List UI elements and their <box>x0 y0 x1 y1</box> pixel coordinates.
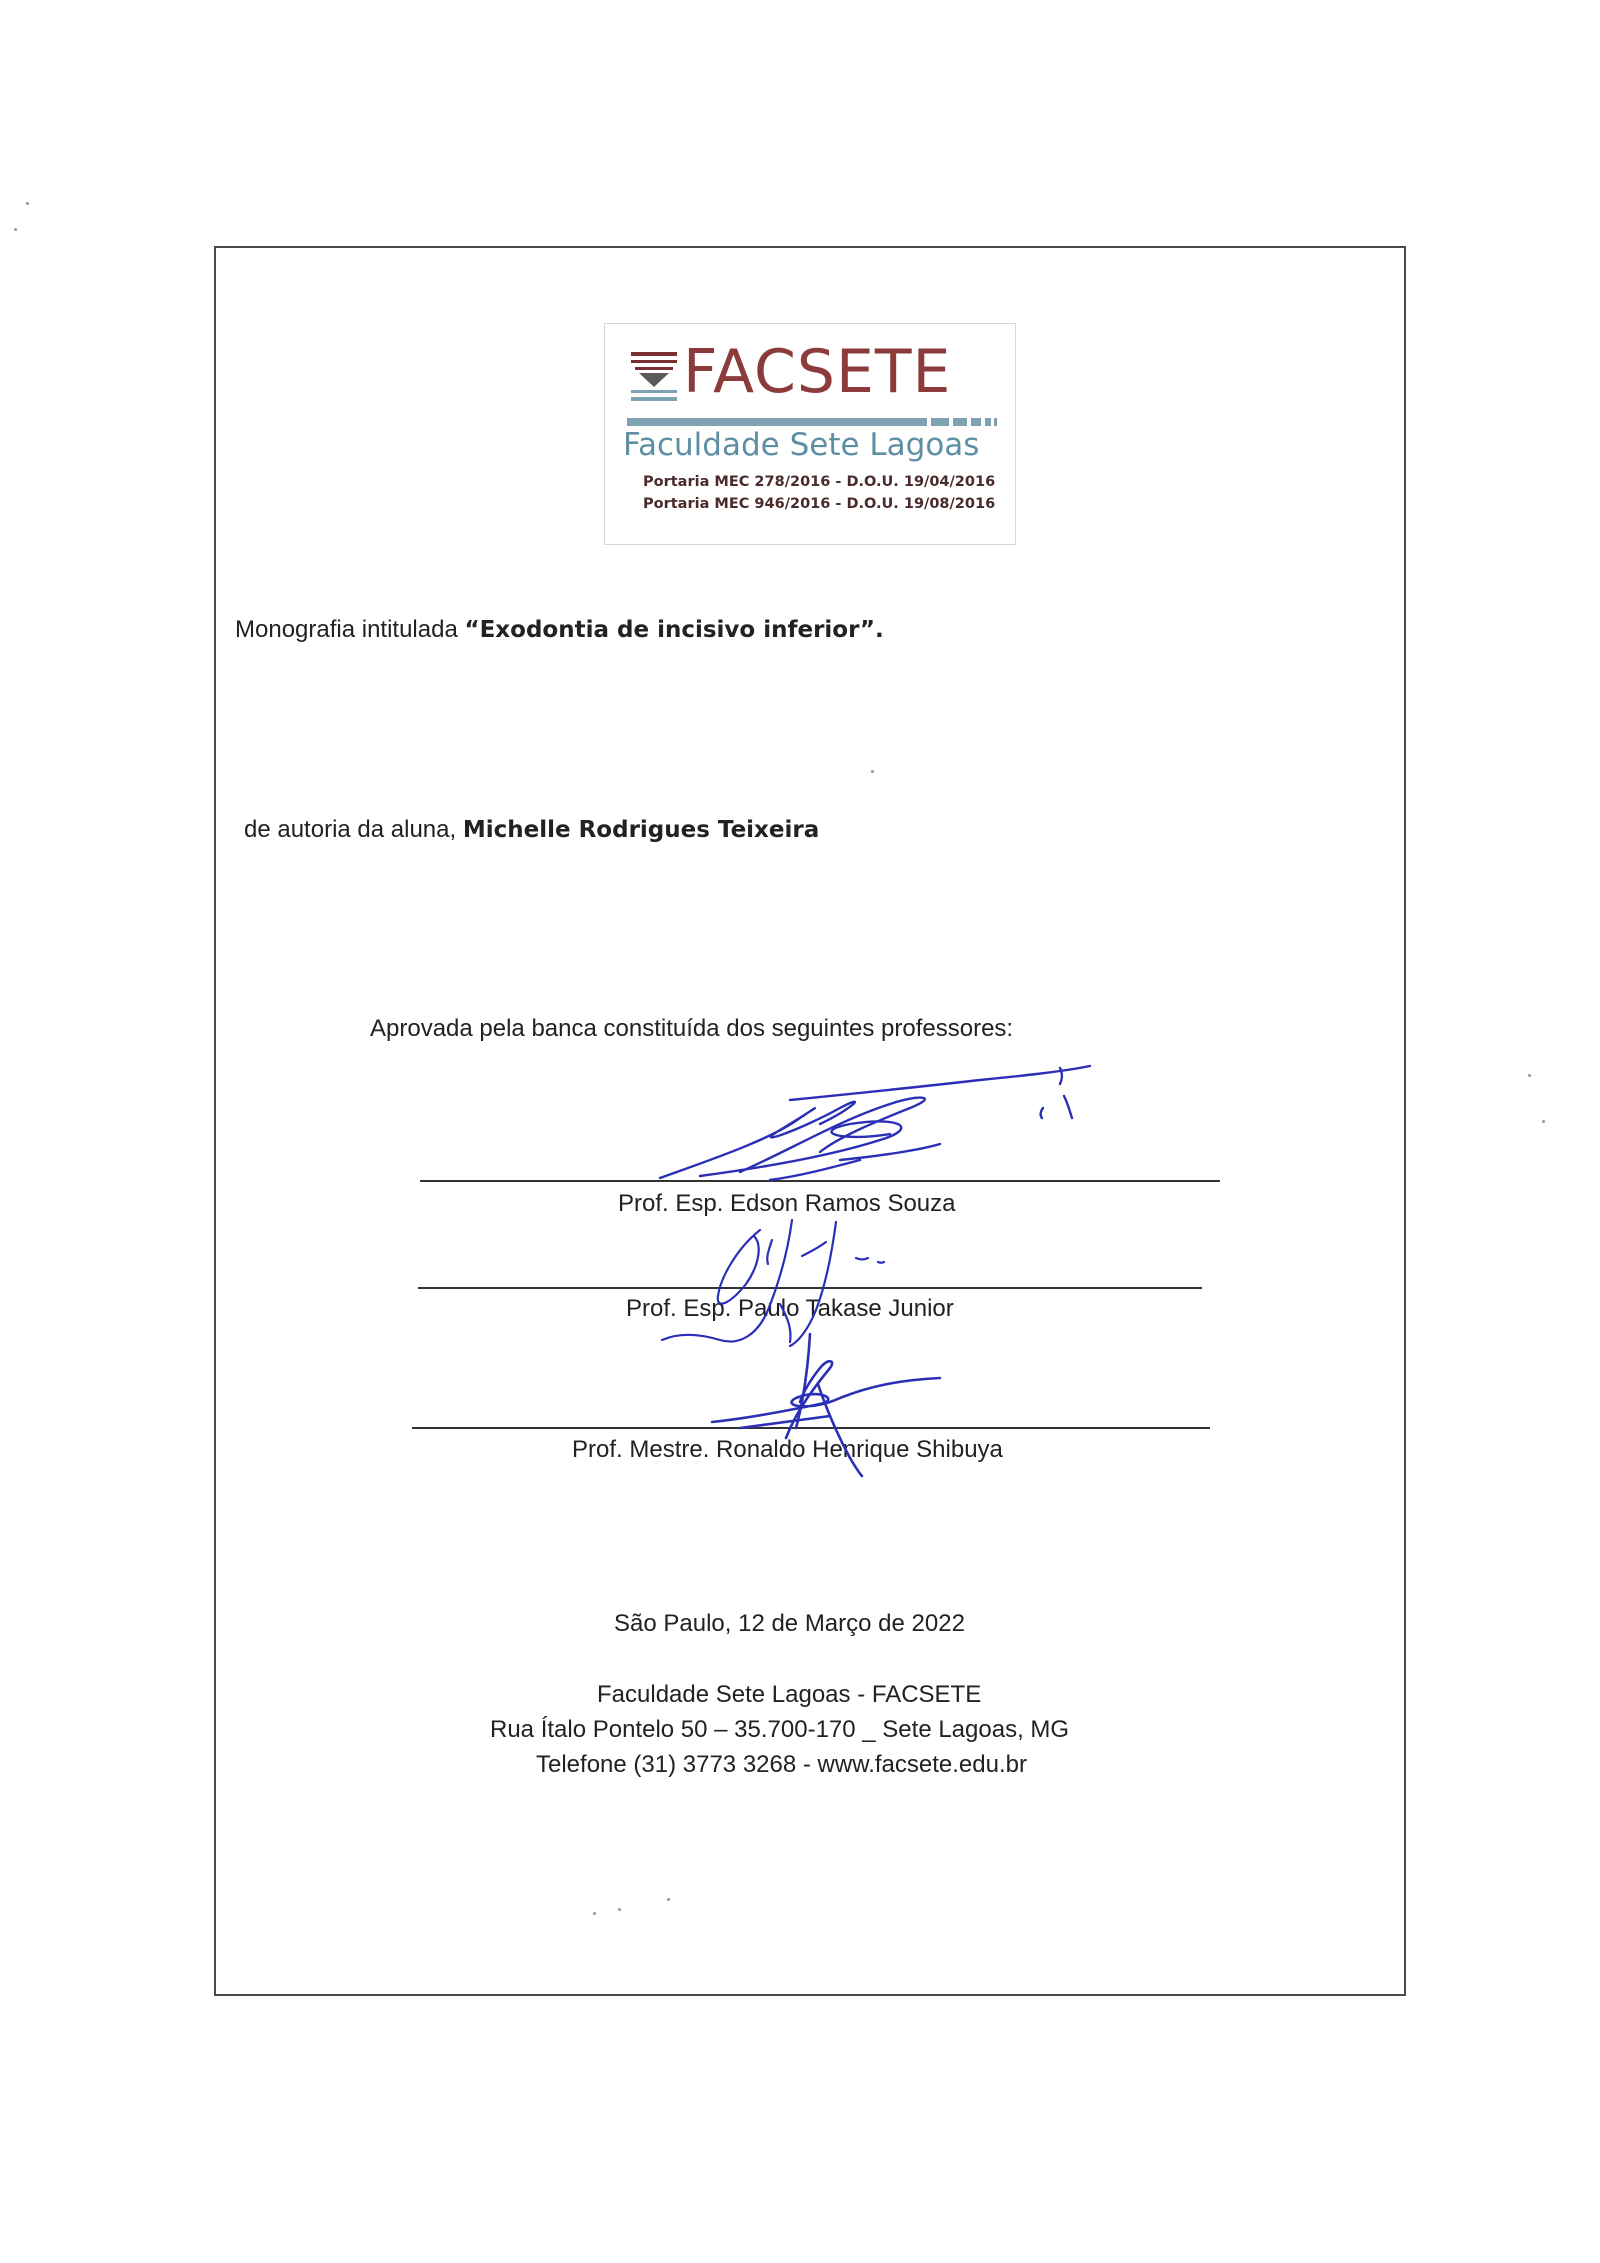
logo-divider-bar <box>627 418 997 426</box>
examiner-3-name: Prof. Mestre. Ronaldo Henrique Shibuya <box>572 1436 1003 1463</box>
author-line <box>244 818 819 842</box>
author-name: Michelle Rodrigues Teixeira <box>462 817 820 843</box>
scan-speck <box>1528 1074 1531 1077</box>
footer-contact: Telefone (31) 3773 3268 - www.facsete.edu.br <box>536 1751 1027 1778</box>
scan-speck <box>26 202 29 205</box>
place-date: São Paulo, 12 de Março de 2022 <box>614 1610 965 1637</box>
logo-portaria-2: Portaria MEC 946/2016 - D.O.U. 19/08/2016 <box>643 496 996 512</box>
monograph-title: “Exodontia de incisivo inferior”. <box>464 617 884 643</box>
scan-speck <box>871 770 874 773</box>
logo-subtitle: Faculdade Sete Lagoas <box>623 427 980 463</box>
footer-address: Rua Ítalo Pontelo 50 – 35.700-170 _ Sete Lagoas, MG <box>490 1716 1070 1743</box>
facsete-logo <box>604 323 1016 545</box>
monograph-prefix: Monografia intitulada <box>235 616 465 643</box>
examiner-2-name: Prof. Esp. Paulo Takase Junior <box>626 1295 954 1322</box>
scan-speck <box>14 228 17 231</box>
logo-name: FACSETE <box>683 337 952 407</box>
footer-institution: Faculdade Sete Lagoas - FACSETE <box>597 1681 982 1708</box>
signature-3-image <box>700 1328 960 1478</box>
scan-speck <box>667 1898 670 1901</box>
facsete-emblem-icon <box>631 352 677 402</box>
examiner-1-name: Prof. Esp. Edson Ramos Souza <box>618 1190 956 1217</box>
author-prefix: de autoria da aluna, <box>244 816 463 843</box>
scan-speck <box>593 1912 596 1915</box>
scan-speck <box>1542 1120 1545 1123</box>
signature-1-image <box>640 1060 1100 1210</box>
approval-text: Aprovada pela banca constituída dos seguintes professores: <box>370 1015 1014 1042</box>
monograph-line <box>235 618 884 642</box>
logo-portaria-1: Portaria MEC 278/2016 - D.O.U. 19/04/2016 <box>643 474 996 490</box>
scan-speck <box>618 1908 621 1911</box>
